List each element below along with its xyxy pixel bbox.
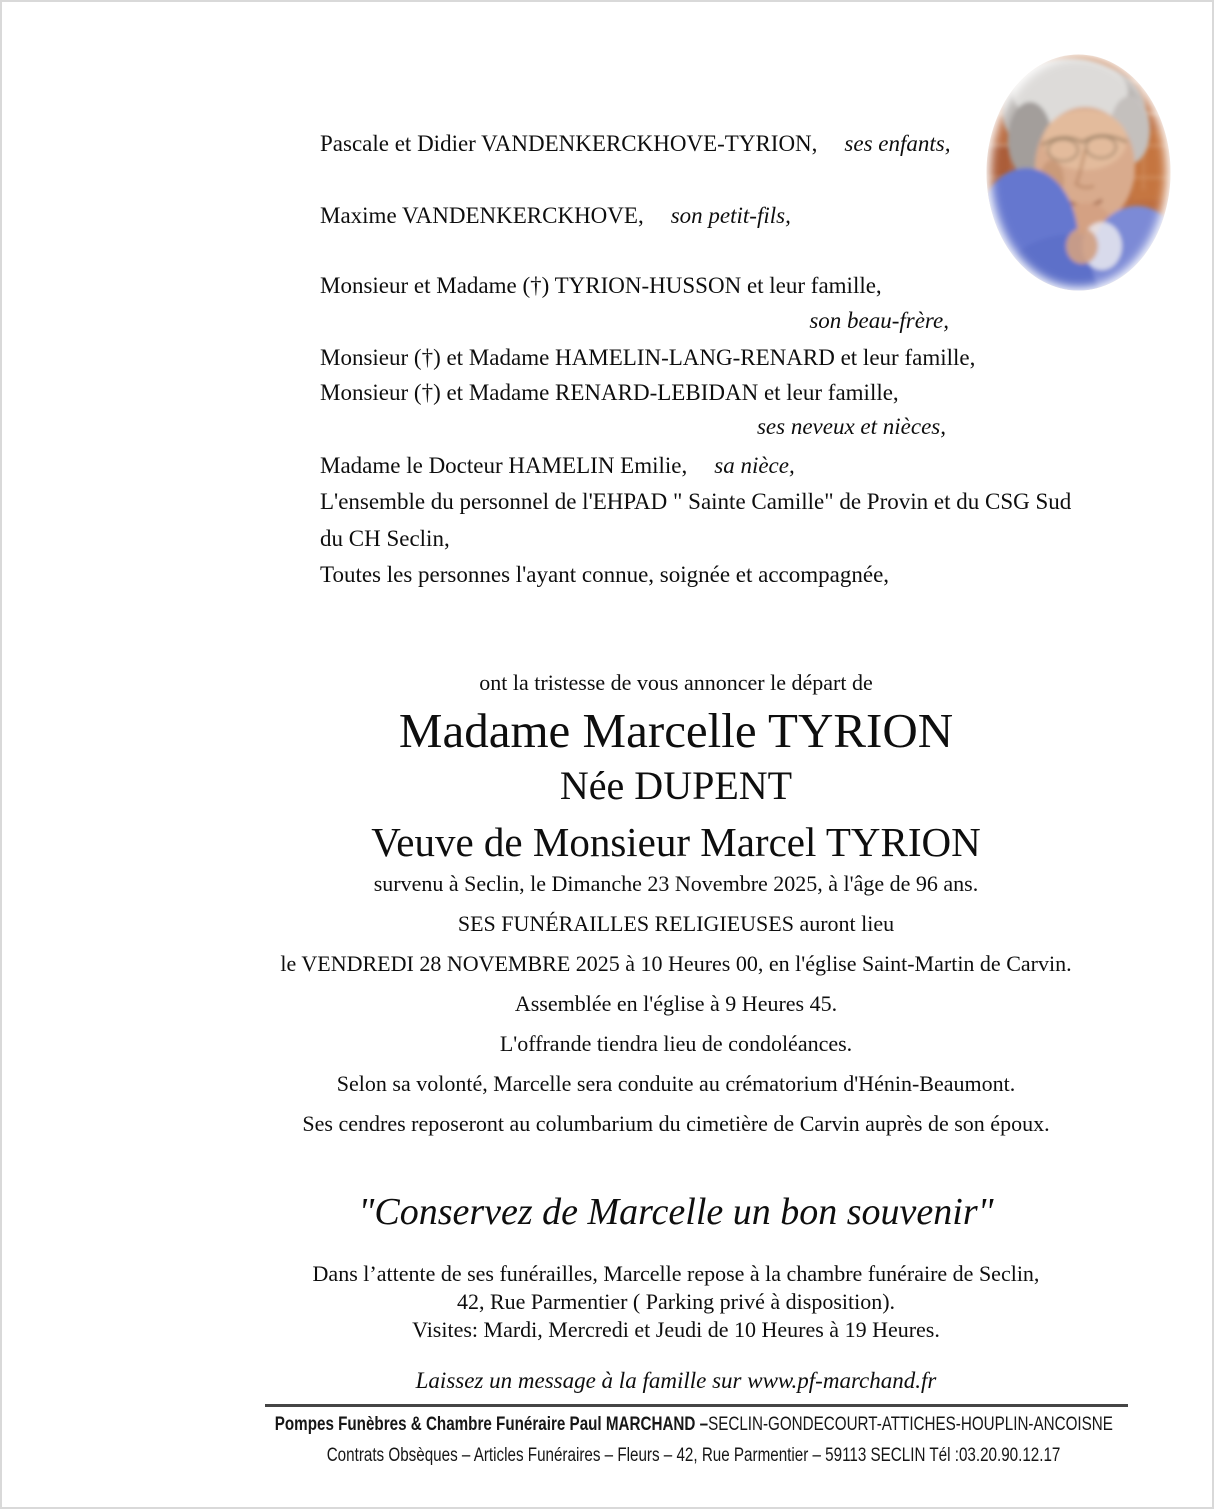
family-names: Toutes les personnes l'ayant connue, soignée et accompagnée, bbox=[320, 562, 890, 587]
family-names: Monsieur et Madame (†) TYRION-HUSSON et leur famille, bbox=[320, 273, 882, 298]
funeral-line: L'offrande tiendra lieu de condoléances. bbox=[499, 1031, 853, 1056]
footer-line-1 bbox=[94, 1414, 1214, 1436]
announcement-intro: ont la tristesse de vous annoncer le départ de bbox=[479, 670, 873, 695]
footer-line-1-text bbox=[275, 1414, 1113, 1436]
family-names: L'ensemble du personnel de l'EHPAD " Sainte Camille" de Provin et du CSG Sud bbox=[320, 489, 1072, 514]
relation-label: sa nièce, bbox=[714, 453, 795, 478]
relation-line: ses neveux et nièces, bbox=[756, 414, 946, 439]
family-names: Pascale et Didier VANDENKERCKHOVE-TYRION, bbox=[320, 131, 818, 156]
footer-services-address: Contrats Obsèques – Articles Funéraires – Fleurs – 42, Rue Parmentier – 59113 SECLIN Tél :03.20.90.12.17 bbox=[327, 1445, 1061, 1466]
relation-label: son petit-fils, bbox=[670, 203, 791, 228]
memorial-quote: "Conservez de Marcelle un bon souvenir" bbox=[358, 1191, 994, 1233]
relation-line: son beau-frère, bbox=[809, 308, 949, 333]
footer-divider bbox=[265, 1404, 1128, 1407]
footer-line-2 bbox=[94, 1445, 1214, 1467]
funeral-line: Ses cendres reposeront au columbarium du cimetière de Carvin auprès de son époux. bbox=[302, 1111, 1050, 1136]
relation-label: ses enfants, bbox=[844, 131, 951, 156]
portrait-oval-image bbox=[982, 50, 1175, 295]
family-names: Madame le Docteur HAMELIN Emilie, bbox=[320, 453, 688, 478]
family-line bbox=[320, 380, 899, 407]
funeral-line: Assemblée en l'église à 9 Heures 45. bbox=[514, 991, 838, 1016]
family-line bbox=[320, 526, 450, 553]
death-date-line: survenu à Seclin, le Dimanche 23 Novembre 2025, à l'âge de 96 ans. bbox=[373, 871, 979, 896]
funeral-home-name: Pompes Funèbres & Chambre Funéraire Paul MARCHAND – bbox=[274, 1414, 709, 1435]
maiden-name: Née DUPENT bbox=[559, 763, 793, 808]
family-line bbox=[320, 273, 882, 300]
family-names: Monsieur (†) et Madame HAMELIN-LANG-RENARD et leur famille, bbox=[320, 345, 976, 370]
family-line bbox=[320, 453, 795, 480]
family-line bbox=[320, 489, 1071, 516]
family-line bbox=[320, 203, 791, 230]
repose-line: 42, Rue Parmentier ( Parking privé à disposition). bbox=[456, 1289, 896, 1314]
family-names: du CH Seclin, bbox=[320, 526, 450, 551]
family-line bbox=[320, 345, 975, 372]
guestbook-line: Laissez un message à la famille sur www.pf-marchand.fr bbox=[415, 1368, 937, 1393]
family-line bbox=[320, 562, 889, 589]
funeral-line: Selon sa volonté, Marcelle sera conduite au crématorium d'Hénin-Beaumont. bbox=[336, 1071, 1016, 1096]
family-line bbox=[320, 131, 950, 158]
funeral-home-cities: SECLIN-GONDECOURT-ATTICHES-HOUPLIN-ANCOISNE bbox=[708, 1414, 1114, 1435]
repose-line: Visites: Mardi, Mercredi et Jeudi de 10 Heures à 19 Heures. bbox=[412, 1317, 940, 1342]
deceased-photo bbox=[982, 50, 1175, 295]
widow-line: Veuve de Monsieur Marcel TYRION bbox=[371, 819, 981, 865]
family-names: Maxime VANDENKERCKHOVE, bbox=[320, 203, 644, 228]
repose-line: Dans l’attente de ses funérailles, Marcelle repose à la chambre funéraire de Seclin, bbox=[312, 1261, 1040, 1286]
family-names: Monsieur (†) et Madame RENARD-LEBIDAN et leur famille, bbox=[320, 380, 899, 405]
deceased-name: Madame Marcelle TYRION bbox=[398, 703, 954, 758]
funeral-line: le VENDREDI 28 NOVEMBRE 2025 à 10 Heures 00, en l'église Saint-Martin de Carvin. bbox=[280, 951, 1072, 976]
funeral-line: SES FUNÉRAILLES RELIGIEUSES auront lieu bbox=[457, 911, 895, 936]
